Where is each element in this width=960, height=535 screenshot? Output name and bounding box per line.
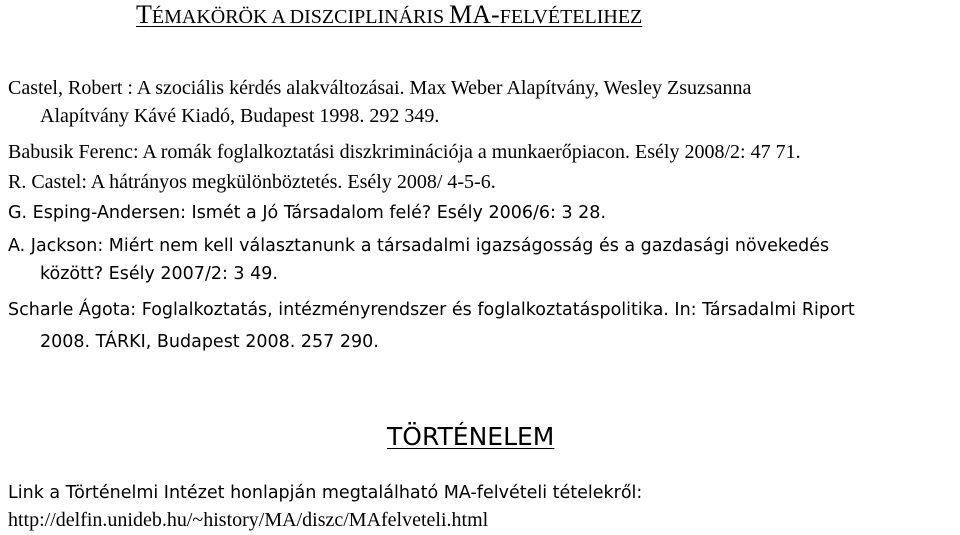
reference-babusik: Babusik Ferenc: A romák foglalkoztatási diszkriminációja a munkaerőpiacon. Esély 2008/2: 47 71. bbox=[8, 141, 801, 163]
reference-scharle-line-1: Scharle Ágota: Foglalkoztatás, intézményrendszer és foglalkoztatáspolitika. In: Társadalmi Riport bbox=[8, 300, 855, 320]
reference-jackson-line-2: között? Esély 2007/2: 3 49. bbox=[40, 264, 278, 284]
reference-scharle-line-2: 2008. TÁRKI, Budapest 2008. 257 290. bbox=[40, 332, 379, 352]
reference-castel-line-1: Castel, Robert : A szociális kérdés alakváltozásai. Max Weber Alapítvány, Wesley Zsuzsanna bbox=[8, 77, 752, 99]
page-title-part-1: ÉMAKÖRÖK A DISZCIPLINÁRIS bbox=[151, 6, 450, 28]
reference-castel-line-2: Alapítvány Kávé Kiadó, Budapest 1998. 292 349. bbox=[40, 105, 440, 127]
section-title-history: TÖRTÉNELEM bbox=[387, 422, 555, 451]
reference-castel-2008: R. Castel: A hátrányos megkülönböztetés. Esély 2008/ 4-5-6. bbox=[8, 171, 496, 193]
page-title bbox=[136, 0, 642, 32]
history-url-link[interactable]: http://delfin.unideb.hu/~history/MA/diszc/MAfelveteli.html bbox=[8, 509, 489, 531]
history-link-description: Link a Történelmi Intézet honlapján megtalálható MA-felvételi tételekről: bbox=[8, 483, 643, 503]
reference-esping-andersen: G. Esping-Andersen: Ismét a Jó Társadalom felé? Esély 2006/6: 3 28. bbox=[8, 203, 607, 223]
page-title-part-3: FELVÉTELIHEZ bbox=[499, 6, 643, 28]
page-title-initial: T bbox=[136, 0, 152, 29]
reference-jackson-line-1: A. Jackson: Miért nem kell választanunk a társadalmi igazságosság és a gazdasági növekedés bbox=[8, 236, 830, 256]
page-title-part-2: MA- bbox=[449, 0, 500, 29]
